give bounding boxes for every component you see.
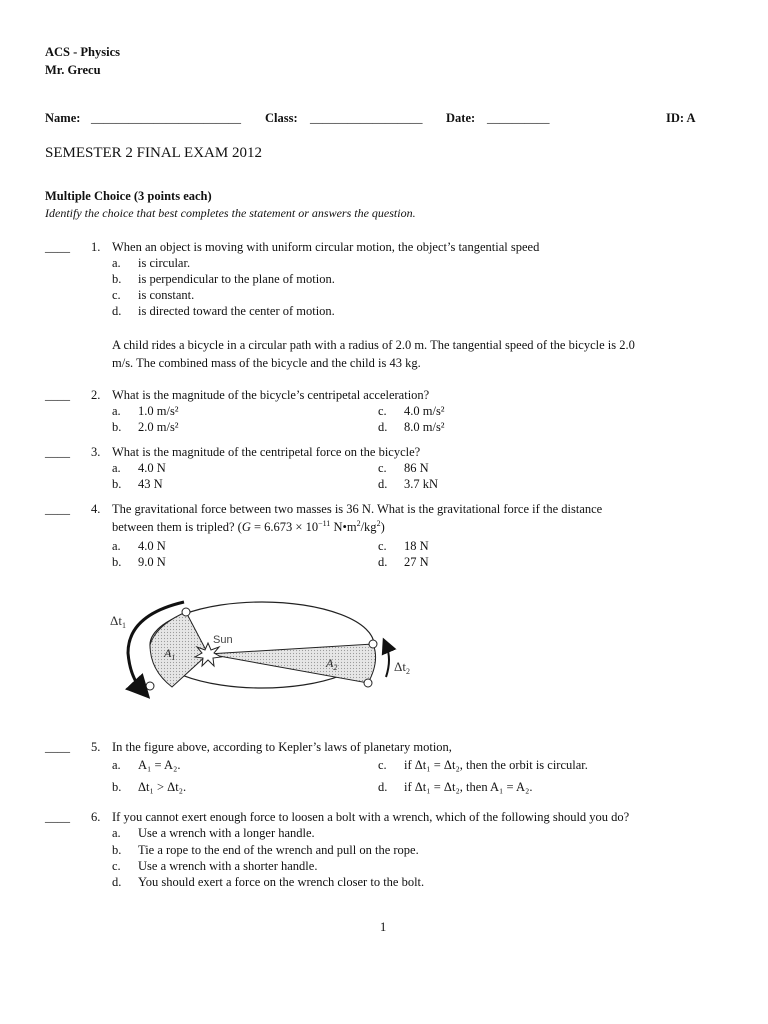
section-instructions: Identify the choice that best completes the statement or answers the question. [45,206,416,220]
course-title: ACS - Physics [45,45,121,59]
kepler-orbit-figure [100,595,430,705]
choice-b: b. 43 N [112,477,163,491]
passage-line-2: m/s. The combined mass of the bicycle and the child is 43 kg. [112,356,421,370]
dt2-arrow-icon [386,645,389,677]
choice-c: c. Use a wrench with a shorter handle. [112,859,318,873]
question-stem: If you cannot exert enough force to loosen a bolt with a wrench, which of the following should you do? [112,810,630,824]
name-label: Name: [45,111,81,125]
answer-blank[interactable]: ____ [45,388,70,402]
answer-blank[interactable]: ____ [45,740,70,754]
choice-a: a. 1.0 m/s² [112,404,179,418]
question-number: 2. [91,388,101,402]
teacher-name: Mr. Grecu [45,63,101,77]
planet-position-icon [369,640,377,648]
question-stem: What is the magnitude of the bicycle’s centripetal acceleration? [112,388,430,402]
question-stem: In the figure above, according to Kepler’s laws of planetary motion, [112,740,452,754]
answer-blank[interactable]: ____ [45,810,70,824]
dt2-label: $\Delta t_2$ [394,659,410,676]
date-blank[interactable]: __________ [487,111,550,125]
exam-id: ID: A [666,111,696,125]
choice-a: a. is circular. [112,256,191,270]
choice-c: c. 4.0 m/s² [378,404,445,418]
choice-b: b. is perpendicular to the plane of motion. [112,272,335,286]
date-label: Date: [446,111,476,125]
class-blank[interactable]: __________________ [310,111,423,125]
choice-b: b. 2.0 m/s² [112,420,179,434]
area-a2-sector [208,644,376,683]
class-label: Class: [265,111,298,125]
choice-d: d. You should exert a force on the wrench closer to the bolt. [112,875,425,889]
answer-blank[interactable]: ____ [45,240,70,254]
answer-blank[interactable]: ____ [45,445,70,459]
passage-line-1: A child rides a bicycle in a circular path with a radius of 2.0 m. The tangential speed of the bicycle is 2.0 [112,338,635,352]
choice-b: b. Tie a rope to the end of the wrench and pull on the rope. [112,843,419,857]
choice-d: d. 3.7 kN [378,477,439,491]
question-stem: What is the magnitude of the centripetal force on the bicycle? [112,445,421,459]
choice-b: b. 9.0 N [112,555,166,569]
name-blank[interactable]: ________________________ [91,111,241,125]
choice-d: d. 8.0 m/s² [378,420,445,434]
choice-d: d. if Δt₁ = Δt₂, then A₁ = A₂. [378,780,533,794]
choice-c: c. if Δt₁ = Δt₂, then the orbit is circular. [378,758,588,772]
section-title: Multiple Choice (3 points each) [45,189,212,203]
question-number: 4. [91,502,101,516]
choice-c: c. 86 N [378,461,429,475]
a2-label: $A_2$ [326,656,338,672]
choice-a: a. Use a wrench with a longer handle. [112,826,315,840]
question-stem: When an object is moving with uniform circular motion, the object’s tangential speed [112,240,540,254]
planet-position-icon [182,608,190,616]
dt1-label: $\Delta t_1$ [110,613,126,630]
choice-c: c. 18 N [378,539,429,553]
choice-a: a. A₁ = A₂. [112,758,181,772]
choice-d: d. 27 N [378,555,429,569]
choice-d: d. is directed toward the center of motion. [112,304,335,318]
planet-position-icon [146,682,154,690]
sun-label: Sun [213,634,233,646]
choice-b: b. Δt₁ > Δt₂. [112,780,187,794]
planet-position-icon [364,679,372,687]
answer-blank[interactable]: ____ [45,502,70,516]
question-number: 5. [91,740,101,754]
question-number: 1. [91,240,101,254]
question-stem-line-1: The gravitational force between two masses is 36 N. What is the gravitational force if the distance [112,502,603,516]
page-number: 1 [380,920,387,934]
question-stem-line-2: between them is tripled? ($G = 6.673 \times 10^{-11}$ $N•m^2/kg^2$) [112,518,385,534]
question-number: 6. [91,810,101,824]
choice-a: a. 4.0 N [112,539,166,553]
question-number: 3. [91,445,101,459]
choice-c: c. is constant. [112,288,195,302]
exam-title: SEMESTER 2 FINAL EXAM 2012 [45,145,262,161]
a1-label: $A_1$ [164,646,176,662]
choice-a: a. 4.0 N [112,461,166,475]
